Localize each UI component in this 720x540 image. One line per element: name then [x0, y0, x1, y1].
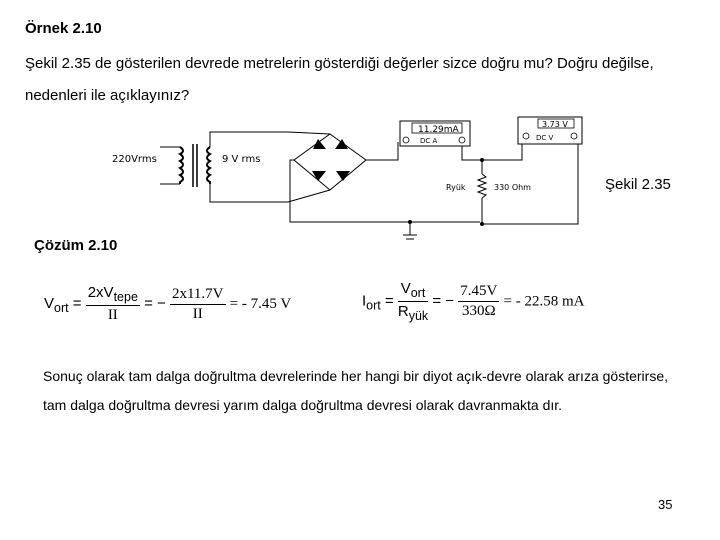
ammeter-mode: DC A	[420, 137, 438, 145]
equation-iort: $I_{ort}$ = $\frac{V_{ort}}{R_{yük}}$ = − $\frac{7.45V}{330\Omega}$ = - 22.58 mA	[362, 280, 585, 323]
transformer-primary-coil	[180, 147, 183, 184]
solution-title: Çözüm 2.10	[34, 237, 118, 254]
circuit-diagram	[100, 112, 590, 252]
example-title: Örnek 2.10	[25, 20, 102, 37]
equation-vort: $V_{ort}$ = $\frac{2xV_{tepe}}{II}$ = − $\frac{2x11.7V}{II}$ = - 7.45 V	[44, 284, 292, 323]
diode-bridge	[294, 134, 366, 190]
ammeter-reading: 11.29mA	[418, 125, 459, 135]
source-label: 220Vrms	[112, 154, 157, 165]
resistor-label: 330 Ohm	[494, 183, 531, 192]
transformer-secondary-coil	[207, 147, 210, 184]
page-number: 35	[658, 497, 673, 512]
figure-label: Şekil 2.35	[605, 176, 671, 193]
question-text: Şekil 2.35 de gösterilen devrede metrelerin gösterdiği değerler sizce doğru mu? Doğru değilse, nedenleri ile açıklayınız?	[25, 55, 654, 104]
secondary-label: 9 V rms	[222, 154, 261, 165]
voltmeter-reading: 3.73 V	[542, 120, 568, 129]
conclusion-text: Sonuç olarak tam dalga doğrultma devrelerinde her hangi bir diyot açık-devre olarak arıza gösterirse, tam dalga doğrultma devresi yarım dalga doğrultma devresi olarak davranmakta dır.	[43, 368, 668, 413]
voltmeter-mode: DC V	[536, 134, 554, 142]
load-label: Ryük	[446, 183, 466, 192]
load-resistor	[478, 174, 486, 198]
